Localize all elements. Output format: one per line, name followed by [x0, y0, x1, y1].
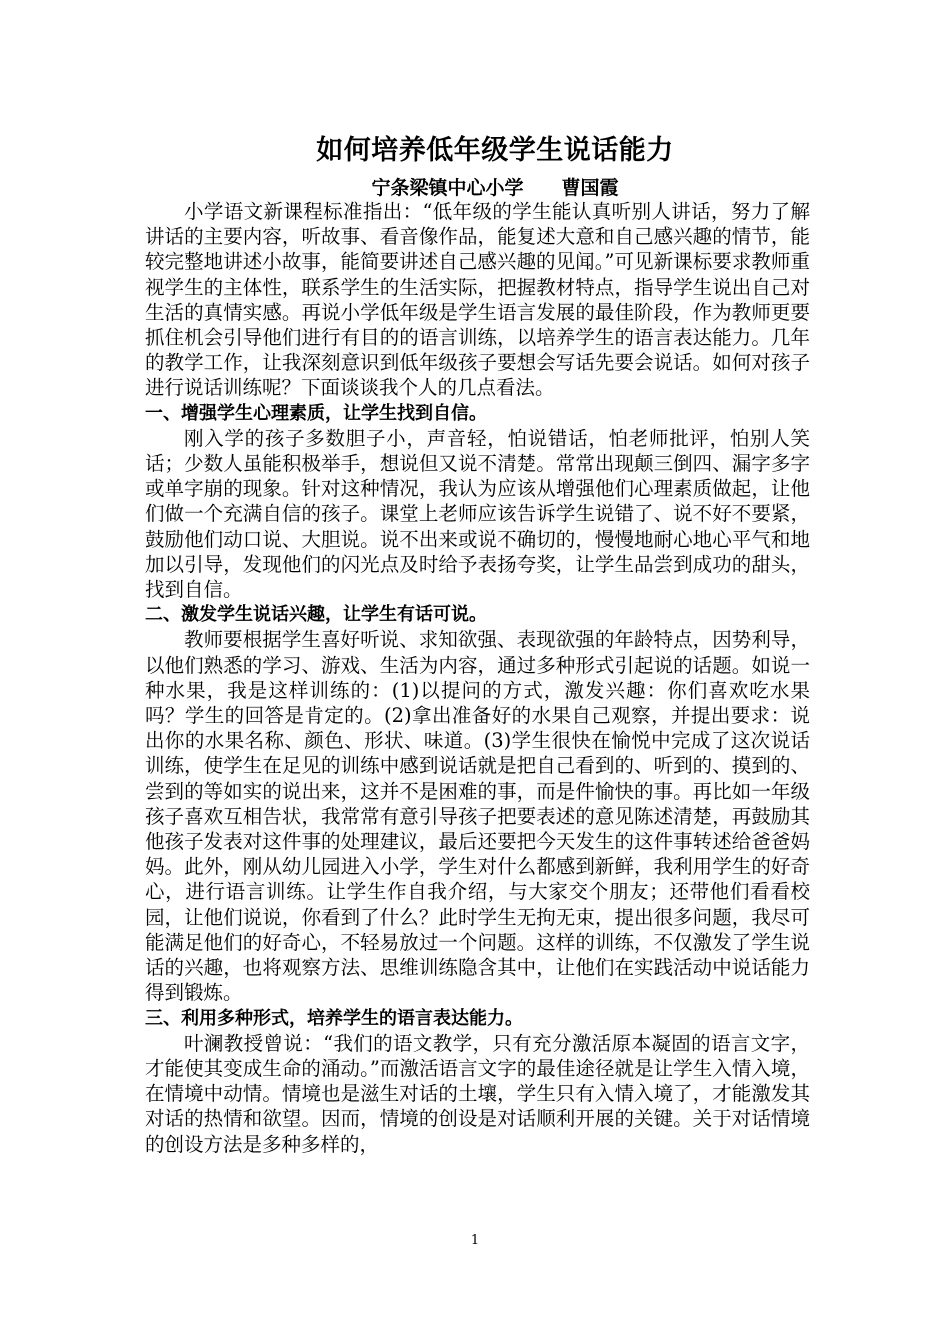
- intro-paragraph: 小学语文新课程标准指出：“低年级的学生能认真听别人讲话，努力了解讲话的主要内容，听故事、看音像作品，能复述大意和自己感兴趣的情节，能较完整地讲述小故事，能简要讲述自己感兴趣的见闻。”可见新课标要求教师重视学生的主体性，联系学生的生活实际，把握教材特点，指导学生说出自己对生活的真情实感。再说小学低年级是学生语言发展的最佳阶段，作为教师更要抓住机会引导他们进行有目的的语言训练，以培养学生的语言表达能力。几年的教学工作，让我深刻意识到低年级孩子要想会写话先要会说话。如何对孩子进行说话训练呢？下面谈谈我个人的几点看法。: [145, 200, 810, 400]
- author-byline: 宁条梁镇中心小学 曹国霞: [371, 177, 619, 199]
- section-heading-3: 三、利用多种形式，培养学生的语言表达能力。: [145, 1007, 523, 1029]
- document-title: 如何培养低年级学生说话能力: [316, 135, 674, 166]
- document-body: [145, 199, 810, 1157]
- section-paragraph-2: 教师要根据学生喜好听说、求知欲强、表现欲强的年龄特点，因势利导，以他们熟悉的学习、游戏、生活为内容，通过多种形式引起说的话题。如说一种水果，我是这样训练的：(1)以提问的方式，激发兴趣：你们喜欢吃水果吗？学生的回答是肯定的。(2)拿出准备好的水果自己观察，并提出要求：说出你的水果名称、颜色、形状、味道。(3)学生很快在愉悦中完成了这次说话训练，使学生在足见的训练中感到说话就是把自己看到的、听到的、摸到的、尝到的等如实的说出来，这并不是困难的事，而是件愉快的事。再比如一年级孩子喜欢互相告状，我常常有意引导孩子把要表述的意见陈述清楚，再鼓励其他孩子发表对这件事的处理建议，最后还要把今天发生的这件事转述给爸爸妈妈。此外，刚从幼儿园进入小学，学生对什么都感到新鲜，我利用学生的好奇心，进行语言训练。让学生作自我介绍，与大家交个朋友；还带他们看看校园，让他们说说，你看到了什么？此时学生无拘无束，提出很多问题，我尽可能满足他们的好奇心，不轻易放过一个问题。这样的训练，不仅激发了学生说话的兴趣，也将观察方法、思维训练隐含其中，让他们在实践活动中说话能力得到锻炼。: [145, 628, 810, 1005]
- section-heading-1: 一、增强学生心理素质，让学生找到自信。: [145, 402, 487, 424]
- section-paragraph-3: 叶澜教授曾说：“我们的语文教学，只有充分激活原本凝固的语言文字，才能使其变成生命的涌动。”而激活语言文字的最佳途径就是让学生入情入境，在情境中动情。情境也是滋生对话的土壤，学生只有入情入境了，才能激发其对话的热情和欲望。因而，情境的创设是对话顺利开展的关键。关于对话情境的创设方法是多种多样的，: [145, 1031, 810, 1156]
- page-number: 1: [470, 1233, 480, 1248]
- section-heading-2: 二、激发学生说话兴趣，让学生有话可说。: [145, 604, 487, 626]
- section-paragraph-1: 刚入学的孩子多数胆子小，声音轻，怕说错话，怕老师批评，怕别人笑话；少数人虽能积极举手，想说但又说不清楚。常常出现颠三倒四、漏字多字或单字崩的现象。针对这种情况，我认为应该从增强他们心理素质做起，让他们做一个充满自信的孩子。课堂上老师应该告诉学生说错了、说不好不要紧，鼓励他们动口说、大胆说。说不出来或说不确切的，慢慢地耐心地心平气和地加以引导，发现他们的闪光点及时给予表扬夸奖，让学生品尝到成功的甜头，找到自信。: [145, 426, 810, 602]
